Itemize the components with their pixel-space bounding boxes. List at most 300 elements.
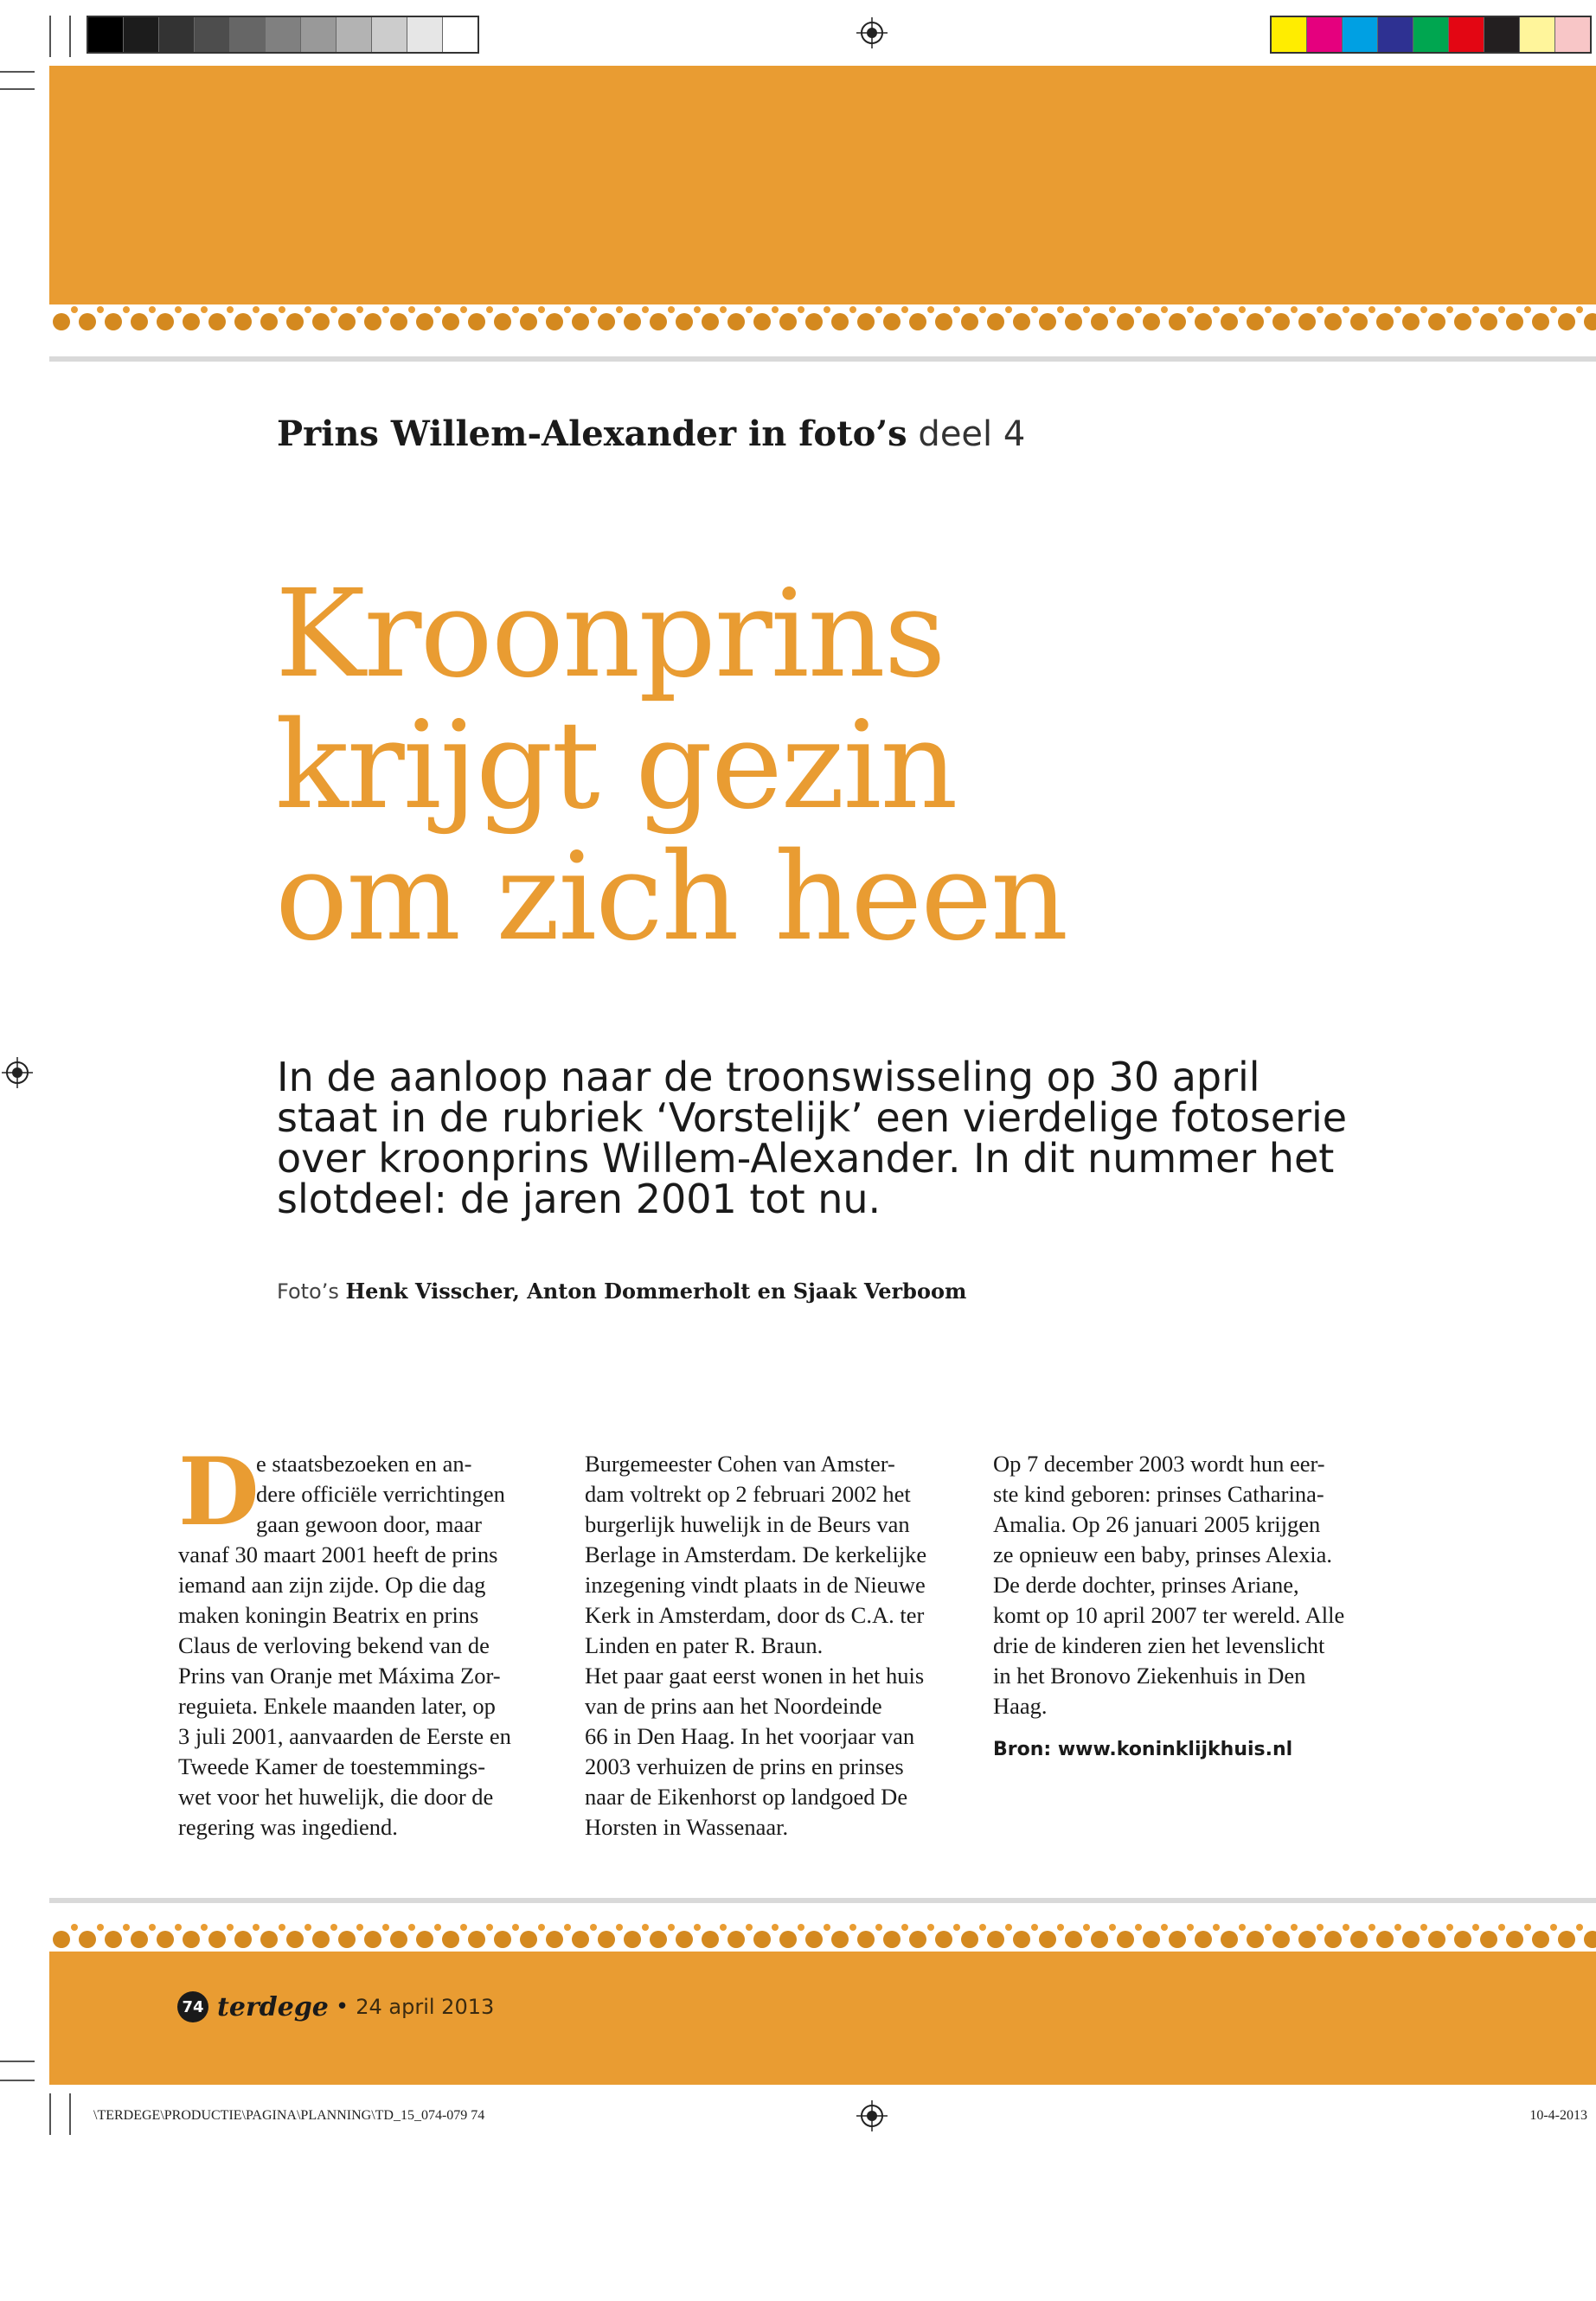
border-dot xyxy=(779,313,797,330)
border-dot xyxy=(546,313,563,330)
border-dot xyxy=(1083,306,1090,313)
border-dot xyxy=(875,306,882,313)
border-dot xyxy=(753,1931,771,1948)
body-text-line: Kerk in Amsterdam, door ds C.A. ter xyxy=(585,1602,925,1628)
border-dot xyxy=(1187,306,1194,313)
border-dot xyxy=(702,313,719,330)
border-dot xyxy=(71,306,78,313)
color-swatch xyxy=(443,17,478,52)
border-dot xyxy=(1420,1924,1427,1931)
border-dot xyxy=(123,1924,130,1931)
registration-target-icon xyxy=(2,1057,33,1088)
footer-divider xyxy=(49,1898,1596,1903)
border-dot xyxy=(1524,1924,1531,1931)
border-dot xyxy=(772,306,779,313)
border-dot xyxy=(1394,1924,1401,1931)
body-text-line: Horsten in Wassenaar. xyxy=(585,1814,789,1840)
intro-line: slotdeel: de jaren 2001 tot nu. xyxy=(277,1176,881,1222)
border-dot xyxy=(434,306,441,313)
border-dot xyxy=(149,1924,156,1931)
border-dot xyxy=(1065,1931,1082,1948)
border-dot xyxy=(416,1931,433,1948)
border-dot xyxy=(1428,313,1445,330)
border-dot xyxy=(616,306,623,313)
border-dot xyxy=(175,1924,182,1931)
border-dot xyxy=(1221,313,1238,330)
border-dot xyxy=(1031,1924,1038,1931)
border-dot xyxy=(1343,306,1349,313)
border-dot xyxy=(1291,1924,1298,1931)
border-dot xyxy=(97,1924,104,1931)
color-swatch xyxy=(1413,17,1449,52)
border-dot xyxy=(831,1931,849,1948)
border-dot xyxy=(131,1931,148,1948)
border-dot xyxy=(831,313,849,330)
color-swatch xyxy=(1520,17,1555,52)
border-dot xyxy=(987,313,1004,330)
border-dot xyxy=(1498,1924,1505,1931)
border-dot xyxy=(149,306,156,313)
border-dot xyxy=(468,313,485,330)
border-dot xyxy=(624,1931,641,1948)
border-dot xyxy=(883,1931,901,1948)
border-dot xyxy=(1135,1924,1142,1931)
border-dot xyxy=(694,1924,701,1931)
border-dot xyxy=(1005,1924,1012,1931)
header-divider xyxy=(49,356,1596,362)
intro-line: staat in de rubriek ‘Vorstelijk’ een vierdelige fotoserie xyxy=(277,1094,1348,1141)
border-dot xyxy=(1480,1931,1497,1948)
border-dot xyxy=(1169,1931,1186,1948)
border-dot xyxy=(53,1931,70,1948)
border-dot xyxy=(961,313,978,330)
border-dot xyxy=(304,1924,311,1931)
body-text-line: 2003 verhuizen de prins en prinses xyxy=(585,1753,904,1779)
body-text-line: Berlage in Amsterdam. De kerkelijke xyxy=(585,1541,927,1567)
border-dot xyxy=(624,313,641,330)
color-swatch xyxy=(88,17,124,52)
border-dot xyxy=(805,313,823,330)
border-dot xyxy=(286,1931,304,1948)
border-dot xyxy=(1169,313,1186,330)
headline-line: om zich heen xyxy=(275,827,1067,968)
body-text-line: burgerlijk huwelijk in de Beurs van xyxy=(585,1511,910,1537)
border-dot xyxy=(1584,313,1596,330)
border-dot xyxy=(105,313,122,330)
border-dot xyxy=(702,1931,719,1948)
border-dot xyxy=(460,1924,467,1931)
footer-bullet: • xyxy=(335,1994,349,2020)
border-dot xyxy=(564,306,571,313)
border-dot xyxy=(183,313,200,330)
border-dot xyxy=(408,306,415,313)
border-dot xyxy=(1272,313,1290,330)
border-dot xyxy=(901,1924,908,1931)
border-dot xyxy=(227,1924,234,1931)
print-slug-path: \TERDEGE\PRODUCTIE\PAGINA\PLANNING\TD_15_074-079 74 xyxy=(93,2108,485,2123)
border-dot xyxy=(79,313,96,330)
body-text-line: De derde dochter, prinses Ariane, xyxy=(993,1572,1299,1598)
body-column-3 xyxy=(993,1449,1400,1763)
border-dot xyxy=(338,313,356,330)
border-dot xyxy=(1091,313,1108,330)
source-link: Bron: www.koninklijkhuis.nl xyxy=(993,1739,1293,1760)
border-dot xyxy=(616,1924,623,1931)
border-dot xyxy=(1324,1931,1342,1948)
border-dot xyxy=(1143,313,1160,330)
border-dot xyxy=(590,1924,597,1931)
border-dot xyxy=(1247,313,1264,330)
border-dot xyxy=(572,313,589,330)
border-dot xyxy=(208,1931,226,1948)
color-swatch xyxy=(337,17,372,52)
color-swatch xyxy=(1343,17,1378,52)
border-dot xyxy=(1506,313,1523,330)
border-dot xyxy=(201,306,208,313)
border-dot xyxy=(883,313,901,330)
crop-mark xyxy=(0,88,35,90)
crop-mark xyxy=(0,71,35,73)
border-dot xyxy=(1324,313,1342,330)
border-dot xyxy=(935,1931,952,1948)
border-dot xyxy=(572,1931,589,1948)
border-dot xyxy=(1039,313,1056,330)
border-dot xyxy=(1343,1924,1349,1931)
registration-target-icon xyxy=(856,2100,888,2131)
border-dot xyxy=(546,1931,563,1948)
border-dot xyxy=(953,306,960,313)
headline-line: krijgt gezin xyxy=(275,695,957,836)
border-dot xyxy=(538,1924,545,1931)
border-dot xyxy=(798,306,804,313)
border-dot xyxy=(260,1931,278,1948)
border-dot xyxy=(1221,1931,1238,1948)
color-swatch xyxy=(159,17,195,52)
border-dot xyxy=(1247,1931,1264,1948)
body-text-line: Op 7 december 2003 wordt hun eer- xyxy=(993,1451,1325,1477)
border-dot xyxy=(390,313,407,330)
border-dot xyxy=(849,306,856,313)
border-dot xyxy=(53,313,70,330)
body-text-line: maken koningin Beatrix en prins xyxy=(178,1602,479,1628)
border-dot xyxy=(1091,1931,1108,1948)
border-dot xyxy=(1065,313,1082,330)
border-dot xyxy=(720,306,727,313)
border-dot xyxy=(494,1931,511,1948)
body-text-line: iemand aan zijn zijde. Op die dag xyxy=(178,1572,486,1598)
border-dot xyxy=(157,1931,174,1948)
color-swatch xyxy=(1484,17,1520,52)
page-footer xyxy=(177,1991,494,2022)
page-number: 74 xyxy=(177,1991,208,2022)
border-dot xyxy=(157,313,174,330)
border-dot xyxy=(201,1924,208,1931)
border-dot xyxy=(927,306,934,313)
color-swatch xyxy=(1555,17,1590,52)
body-text-line: dere officiële verrichtingen xyxy=(256,1481,505,1507)
border-dot xyxy=(676,313,693,330)
color-swatch xyxy=(1449,17,1484,52)
border-dot xyxy=(1402,313,1420,330)
border-dot xyxy=(1213,306,1220,313)
border-dot xyxy=(234,1931,252,1948)
article-headline xyxy=(275,564,1486,968)
border-dot xyxy=(590,306,597,313)
border-dot xyxy=(727,1931,745,1948)
credit-names: Henk Visscher, Anton Dommerholt en Sjaak Verboom xyxy=(345,1279,967,1304)
body-text-line: Amalia. Op 26 januari 2005 krijgen xyxy=(993,1511,1321,1537)
border-dot xyxy=(1213,1924,1220,1931)
border-dot xyxy=(1291,306,1298,313)
border-dot xyxy=(746,306,753,313)
border-dot xyxy=(1446,1924,1453,1931)
border-dot xyxy=(79,1931,96,1948)
crop-mark xyxy=(69,16,71,57)
body-text-line: Burgemeester Cohen van Amster- xyxy=(585,1451,895,1477)
border-dot xyxy=(1187,1924,1194,1931)
border-dot xyxy=(1057,306,1064,313)
headline-line: Kroonprins xyxy=(275,564,945,705)
border-dot xyxy=(746,1924,753,1931)
border-dot xyxy=(857,313,875,330)
border-dot xyxy=(1506,1931,1523,1948)
border-dot xyxy=(1498,306,1505,313)
body-text-line: Haag. xyxy=(993,1693,1048,1719)
body-text-line: 3 juli 2001, aanvaarden de Eerste en xyxy=(178,1723,511,1749)
crop-mark xyxy=(0,2080,35,2081)
border-dot xyxy=(1317,306,1324,313)
border-dot xyxy=(1472,1924,1479,1931)
crop-mark xyxy=(69,2093,71,2135)
border-dot xyxy=(1265,306,1272,313)
border-dot xyxy=(598,1931,615,1948)
border-dot xyxy=(1013,313,1030,330)
border-dot xyxy=(442,1931,459,1948)
body-text-line: drie de kinderen zien het levenslicht xyxy=(993,1632,1325,1658)
border-dot xyxy=(1239,306,1246,313)
border-dot xyxy=(131,313,148,330)
border-dot xyxy=(1317,1924,1324,1931)
border-dot xyxy=(1532,313,1549,330)
border-dot xyxy=(227,306,234,313)
border-dot xyxy=(694,306,701,313)
body-text-line: dam voltrekt op 2 februari 2002 het xyxy=(585,1481,911,1507)
border-dot xyxy=(123,306,130,313)
body-text-line: Prins van Oranje met Máxima Zor- xyxy=(178,1663,501,1689)
border-dot xyxy=(1161,306,1168,313)
border-dot xyxy=(520,313,537,330)
border-dot xyxy=(1368,1924,1375,1931)
color-swatch xyxy=(230,17,266,52)
border-dot xyxy=(442,313,459,330)
border-dot xyxy=(1446,306,1453,313)
border-dot xyxy=(356,306,363,313)
border-dot xyxy=(279,1924,285,1931)
crop-mark xyxy=(49,2093,51,2135)
border-dot xyxy=(901,306,908,313)
border-dot xyxy=(1057,1924,1064,1931)
body-text-line: 66 in Den Haag. In het voorjaar van xyxy=(585,1723,915,1749)
crop-mark xyxy=(49,16,51,57)
issue-date: 24 april 2013 xyxy=(356,1995,495,2019)
border-dot xyxy=(97,306,104,313)
column-3-lines xyxy=(993,1449,1400,1721)
registration-target-icon xyxy=(856,17,888,48)
body-text-line: regering was ingediend. xyxy=(178,1814,398,1840)
border-dot xyxy=(486,306,493,313)
border-dot xyxy=(1368,306,1375,313)
border-dot xyxy=(1454,1931,1471,1948)
color-swatch xyxy=(407,17,443,52)
border-dot xyxy=(987,1931,1004,1948)
photo-credit xyxy=(277,1279,966,1304)
body-text-line: gaan gewoon door, maar xyxy=(256,1511,482,1537)
border-dot xyxy=(1480,313,1497,330)
border-dot xyxy=(779,1931,797,1948)
border-dot xyxy=(234,313,252,330)
body-text-line: van de prins aan het Noordeinde xyxy=(585,1693,882,1719)
border-dot xyxy=(1376,1931,1394,1948)
border-dot xyxy=(364,313,381,330)
border-dot xyxy=(390,1931,407,1948)
color-swatch xyxy=(301,17,337,52)
body-text-line: ste kind geboren: prinses Catharina- xyxy=(993,1481,1324,1507)
border-dot xyxy=(979,1924,986,1931)
border-dot xyxy=(330,1924,337,1931)
border-dot xyxy=(564,1924,571,1931)
border-dot xyxy=(1524,306,1531,313)
border-dot xyxy=(1584,1931,1596,1948)
border-dot xyxy=(434,1924,441,1931)
border-dot xyxy=(1550,306,1557,313)
border-dot xyxy=(642,306,649,313)
credit-label: Foto’s xyxy=(277,1279,339,1304)
border-dot xyxy=(961,1931,978,1948)
border-dot xyxy=(824,306,830,313)
color-swatch xyxy=(124,17,159,52)
border-dot xyxy=(105,1931,122,1948)
decorative-dot-border xyxy=(49,1919,1596,1952)
border-dot xyxy=(798,1924,804,1931)
article-intro xyxy=(277,1054,1401,1222)
body-text-line: wet voor het huwelijk, die door de xyxy=(178,1784,494,1810)
border-dot xyxy=(909,313,926,330)
border-dot xyxy=(824,1924,830,1931)
body-text-line: Het paar gaat eerst wonen in het huis xyxy=(585,1663,925,1689)
border-dot xyxy=(382,1924,389,1931)
body-column-2 xyxy=(585,1449,991,1843)
border-dot xyxy=(1558,313,1575,330)
print-slug-date: 10-4-2013 xyxy=(1529,2108,1587,2123)
border-dot xyxy=(1454,313,1471,330)
border-dot xyxy=(927,1924,934,1931)
border-dot xyxy=(668,306,675,313)
border-dot xyxy=(1272,1931,1290,1948)
border-dot xyxy=(668,1924,675,1931)
series-kicker xyxy=(277,413,1025,454)
body-text-line: naar de Eikenhorst op landgoed De xyxy=(585,1784,908,1810)
border-dot xyxy=(849,1924,856,1931)
border-dot xyxy=(1117,1931,1134,1948)
border-dot xyxy=(486,1924,493,1931)
decorative-dot-border xyxy=(49,301,1596,334)
border-dot xyxy=(382,306,389,313)
border-dot xyxy=(1143,1931,1160,1948)
color-swatch xyxy=(1378,17,1413,52)
border-dot xyxy=(279,306,285,313)
border-dot xyxy=(304,306,311,313)
body-text-line: e staatsbezoeken en an- xyxy=(256,1451,472,1477)
border-dot xyxy=(650,313,667,330)
body-text-line: komt op 10 april 2007 ter wereld. Alle xyxy=(993,1602,1345,1628)
border-dot xyxy=(1265,1924,1272,1931)
border-dot xyxy=(338,1931,356,1948)
body-text-line: inzegening vindt plaats in de Nieuwe xyxy=(585,1572,926,1598)
color-swatch xyxy=(1272,17,1307,52)
border-dot xyxy=(408,1924,415,1931)
border-dot xyxy=(805,1931,823,1948)
border-dot xyxy=(460,306,467,313)
border-dot xyxy=(364,1931,381,1948)
border-dot xyxy=(909,1931,926,1948)
border-dot xyxy=(720,1924,727,1931)
crop-mark xyxy=(0,2061,35,2062)
border-dot xyxy=(1376,313,1394,330)
intro-line: over kroonprins Willem-Alexander. In dit nummer het xyxy=(277,1135,1335,1182)
grayscale-color-bar xyxy=(87,16,479,54)
border-dot xyxy=(1298,313,1316,330)
drop-cap: D xyxy=(178,1438,260,1547)
border-dot xyxy=(1428,1931,1445,1948)
border-dot xyxy=(1402,1931,1420,1948)
border-dot xyxy=(208,313,226,330)
body-text-line: Tweede Kamer de toestemmings- xyxy=(178,1753,486,1779)
color-swatch xyxy=(195,17,230,52)
header-orange-band xyxy=(49,66,1596,304)
border-dot xyxy=(1239,1924,1246,1931)
kicker-part: deel 4 xyxy=(918,414,1026,454)
border-dot xyxy=(875,1924,882,1931)
border-dot xyxy=(468,1931,485,1948)
border-dot xyxy=(1031,306,1038,313)
border-dot xyxy=(1013,1931,1030,1948)
border-dot xyxy=(1005,306,1012,313)
border-dot xyxy=(1350,1931,1368,1948)
border-dot xyxy=(512,1924,519,1931)
border-dot xyxy=(312,1931,330,1948)
magazine-logo: terdege xyxy=(217,1991,329,2022)
border-dot xyxy=(1109,306,1116,313)
border-dot xyxy=(1109,1924,1116,1931)
border-dot xyxy=(1083,1924,1090,1931)
border-dot xyxy=(494,313,511,330)
border-dot xyxy=(1472,306,1479,313)
body-text-line: Linden en pater R. Braun. xyxy=(585,1632,824,1658)
border-dot xyxy=(538,306,545,313)
border-dot xyxy=(1195,313,1212,330)
process-color-bar xyxy=(1270,16,1592,54)
border-dot xyxy=(253,1924,260,1931)
border-dot xyxy=(935,313,952,330)
border-dot xyxy=(1394,306,1401,313)
border-dot xyxy=(1576,1924,1583,1931)
border-dot xyxy=(1576,306,1583,313)
border-dot xyxy=(1161,1924,1168,1931)
border-dot xyxy=(1532,1931,1549,1948)
border-dot xyxy=(253,306,260,313)
border-dot xyxy=(1195,1931,1212,1948)
body-text-line: reguieta. Enkele maanden later, op xyxy=(178,1693,496,1719)
